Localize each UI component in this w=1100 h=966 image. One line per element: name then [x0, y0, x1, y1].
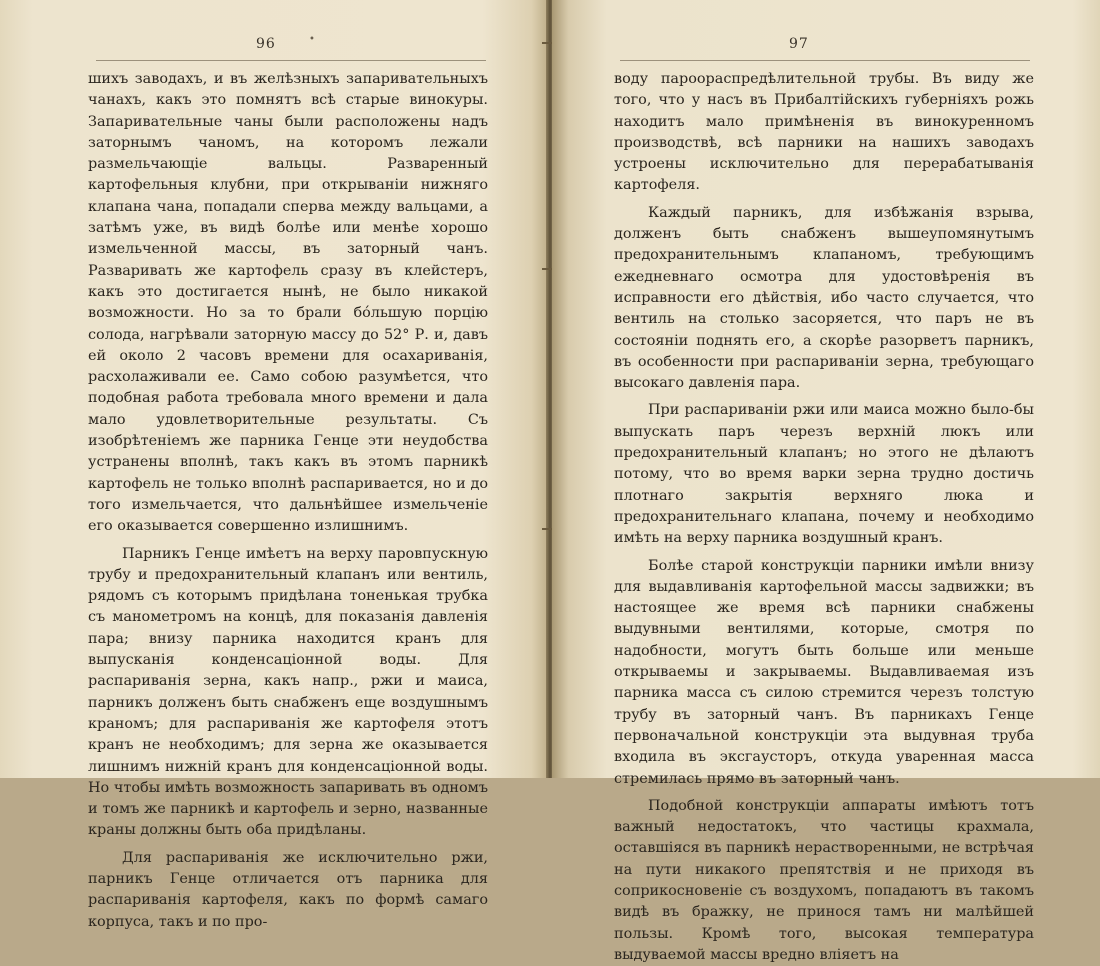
header-rule-left [96, 60, 486, 61]
paragraph: шихъ заводахъ, и въ желѣзныхъ запаривательныхъ чанахъ, какъ это помнятъ всѣ старые винокуры. Запаривательные чаны были расположены надъ заторнымъ чаномъ, на которомъ лежали размельчающіе вальцы. Разваренный картофельныя клубни, при открываніи нижняго клапана чана, попадали сперва между вальцами, а затѣмъ уже, въ видѣ болѣе или менѣе хорошо измельченной массы, въ заторный чанъ. Разваривать же картофель сразу въ клейстеръ, какъ это достигается нынѣ, не было никакой возможности. Но за то брали бóльшую порцію солода, нагрѣвали заторную массу до 52° Р. и, давъ ей около 2 часовъ времени для осахариванія, расхолаживали ее. Само собою разумѣется, что подобная работа требовала много времени и дала мало удовлетворительные результаты. Съ изобрѣтеніемъ же парника Генце эти неудобства устранены вполнѣ, такъ какъ въ этомъ парникѣ картофель не только вполнѣ распаривается, но и до того измельчается, что дальнѣйшее измельченіе его оказывается совершенно излишнимъ. [88, 71, 488, 535]
left-page-text [88, 69, 488, 933]
ink-mark: • [309, 34, 315, 45]
paragraph: Болѣе старой конструкціи парники имѣли внизу для выдавливанія картофельной массы задвижки; въ настоящее же время всѣ парники снабжены выдувными вентилями, которые, смотря по надобности, могутъ быть больше или меньше открываемы и закрываемы. Выдавливаемая изъ парника масса съ силою стремится черезъ толстую трубу въ заторный чанъ. Въ парникахъ Генце первоначальной конструкціи эта выдувная труба входила въ эксгаусторъ, откуда уваренная масса стремилась прямо въ заторный чанъ. [614, 557, 1034, 787]
right-page [552, 0, 1100, 963]
paragraph: Для распариванія же исключительно ржи, парникъ Генце отличается отъ парника для распариванія картофеля, какъ по формѣ самаго корпуса, такъ и по про- [88, 849, 488, 930]
paragraph: Парникъ Генце имѣетъ на верху паровпускную трубу и предохранительный клапанъ или вентиль, рядомъ съ которымъ придѣлана тоненькая трубка съ манометромъ на концѣ, для показанія давленія пара; внизу парника находится кранъ для выпусканія конденсаціонной воды. Для распариванія зерна, какъ напр., ржи и маиса, парникъ долженъ быть снабженъ еще воздушнымъ краномъ; для распариванія же картофеля этотъ кранъ не необходимъ; для зерна же оказывается лишнимъ нижній кранъ для конденсаціонной воды. Но чтобы имѣть возможность запаривать въ одномъ и томъ же парникѣ и картофель и зерно, названные краны должны быть оба придѣланы. [88, 545, 488, 839]
page-number-left: 96 [256, 36, 276, 52]
right-page-text [614, 69, 1034, 966]
header-rule-right [620, 60, 1030, 61]
paragraph: воду пароораспредѣлительной трубы. Въ виду же того, что у насъ въ Прибалтійскихъ губерніяхъ рожь находитъ мало примѣненія въ винокуренномъ производствѣ, всѣ парники на нашихъ заводахъ устроены исключительно для перерабатыванія картофеля. [614, 71, 1034, 194]
paragraph: При распариваніи ржи или маиса можно было-бы выпускать паръ черезъ верхній люкъ или предохранительный клапанъ; но этого не дѣлаютъ потому, что во время варки зерна трудно достичь плотнаго закрытія верхняго люка и предохранительнаго клапана, почему и необходимо имѣть на верху парника воздушный кранъ. [614, 402, 1034, 547]
paragraph: Каждый парникъ, для избѣжанія взрыва, долженъ быть снабженъ вышеупомянутымъ предохранительнымъ клапаномъ, требующимъ ежедневнаго осмотра для удостовѣренія въ исправности его дѣйствія, ибо часто случается, что вентиль на столько засоряется, что паръ не въ состояніи поднять его, а скорѣе разорветъ парникъ, въ особенности при распариваніи зерна, требующаго высокаго давленія пара. [614, 204, 1034, 392]
page-number-right: 97 [789, 36, 809, 52]
left-page [0, 0, 548, 930]
paragraph: Подобной конструкціи аппараты имѣютъ тотъ важный недостатокъ, что частицы крахмала, оставшіяся въ парникѣ нерастворенными, не встрѣчая на пути никакого препятствія и не приходя въ соприкосновеніе съ воздухомъ, попадаютъ въ такомъ видѣ въ бражку, не принося тамъ ни малѣйшей пользы. Кромѣ того, высокая температура выдуваемой массы вредно вліяетъ на [614, 797, 1034, 963]
